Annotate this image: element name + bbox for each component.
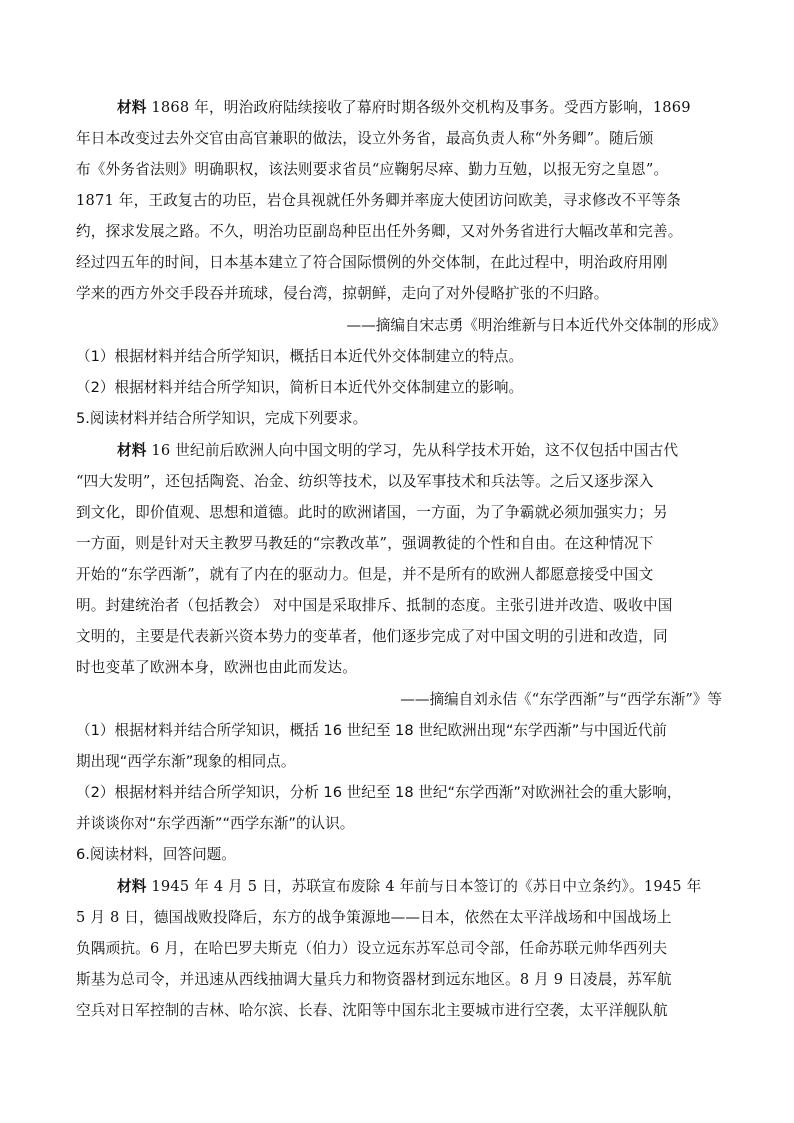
material-line: 斯基为总司令，并迅速从西线抽调大量兵力和物资器材到远东地区。8 月 9 日凌晨，苏军航: [76, 971, 672, 988]
material-line: 明。封建统治者（包括教会） 对中国是采取排斥、抵制的态度。主张引进并改造、吸收中国: [76, 597, 673, 614]
material-line: 约，探求发展之路。不久，明治功臣副岛种臣出任外务卿，又对外务省进行大幅改革和完善。: [76, 223, 683, 240]
material-line: 负隅顽抗。6 月，在哈巴罗夫斯克（伯力）设立远东苏军总司令部，任命苏联元帅华西列夫: [76, 940, 668, 957]
material-line: 空兵对日军控制的吉林、哈尔滨、长春、沈阳等中国东北主要城市进行空袭，太平洋舰队航: [76, 1002, 668, 1019]
source-citation: ——摘编自刘永佶《“东学西渐”与“西学东渐”》等: [400, 691, 722, 708]
material-line: 材料 1868 年，明治政府陆续接收了幕府时期各级外交机构及事务。受西方影响，1869: [117, 99, 691, 116]
section-heading: 5.阅读材料并结合所学知识，完成下列要求。: [76, 410, 368, 427]
question-1: （1）根据材料并结合所学知识，概括 16 世纪至 18 世纪欧洲出现“东学西渐”与中国近代前: [76, 722, 667, 739]
question-2: （2）根据材料并结合所学知识，简析日本近代外交体制建立的影响。: [76, 379, 524, 396]
source-citation: ——摘编自宋志勇《明治维新与日本近代外交体制的形成》: [346, 317, 726, 334]
question-2: （2）根据材料并结合所学知识，分析 16 世纪至 18 世纪“东学西渐”对欧洲社会的重大影响，: [76, 784, 682, 801]
material-line: 文明的，主要是代表新兴资本势力的变革者，他们逐步完成了对中国文明的引进和改造，同: [76, 628, 668, 645]
material-label: 材料: [117, 442, 147, 459]
material-line: 经过四五年的时间，日本基本建立了符合国际惯例的外交体制，在此过程中，明治政府用刚: [76, 254, 668, 271]
material-line: 年日本改变过去外交官由高官兼职的做法，设立外务省，最高负责人称“外务卿”。随后颁: [76, 130, 654, 147]
question-1: （1）根据材料并结合所学知识，概括日本近代外交体制建立的特点。: [76, 348, 524, 365]
material-line: 布《外务省法则》明确职权，该法则要求省员“应鞠躬尽瘁、勤力互勉，以报无穷之皇恩”。: [76, 161, 669, 178]
question-2-cont: 并谈谈你对“东学西渐”“西学东渐”的认识。: [76, 815, 355, 832]
material-line: 学来的西方外交手段吞并琉球，侵台湾，掠朝鲜，走向了对外侵略扩张的不归路。: [76, 285, 609, 302]
material-label: 材料: [117, 878, 147, 895]
material-line: “四大发明”，还包括陶瓷、冶金、纺织等技术，以及军事技术和兵法等。之后又逐步深入: [76, 473, 654, 490]
material-line: 材料 1945 年 4 月 5 日，苏联宣布废除 4 年前与日本签订的《苏日中立条约》。1945 年: [117, 878, 702, 895]
material-label: 材料: [117, 99, 147, 116]
material-line: 开始的“东学西渐”，就有了内在的驱动力。但是，并不是所有的欧洲人都愿意接受中国文: [76, 566, 654, 583]
material-line: 材料 16 世纪前后欧洲人向中国文明的学习，先从科学技术开始，这不仅包括中国古代: [117, 442, 679, 459]
question-1-cont: 期出现“西学东渐”现象的相同点。: [76, 753, 296, 770]
material-line: 到文化，即价值观、思想和道德。此时的欧洲诸国，一方面，为了争霸就必须加强实力；另: [76, 504, 668, 521]
material-line: 一方面，则是针对天主教罗马教廷的“宗教改革”，强调教徒的个性和自由。在这种情况下: [76, 535, 654, 552]
material-line: 时也变革了欧洲本身，欧洲也由此而发达。: [76, 659, 358, 676]
section-heading: 6.阅读材料，回答问题。: [76, 846, 236, 863]
material-line: 5 月 8 日，德国战败投降后，东方的战争策源地——日本，依然在太平洋战场和中国战场上: [76, 909, 672, 926]
material-line: 1871 年，王政复古的功臣，岩仓具视就任外务卿并率庞大使团访问欧美，寻求修改不平等条: [76, 192, 681, 209]
